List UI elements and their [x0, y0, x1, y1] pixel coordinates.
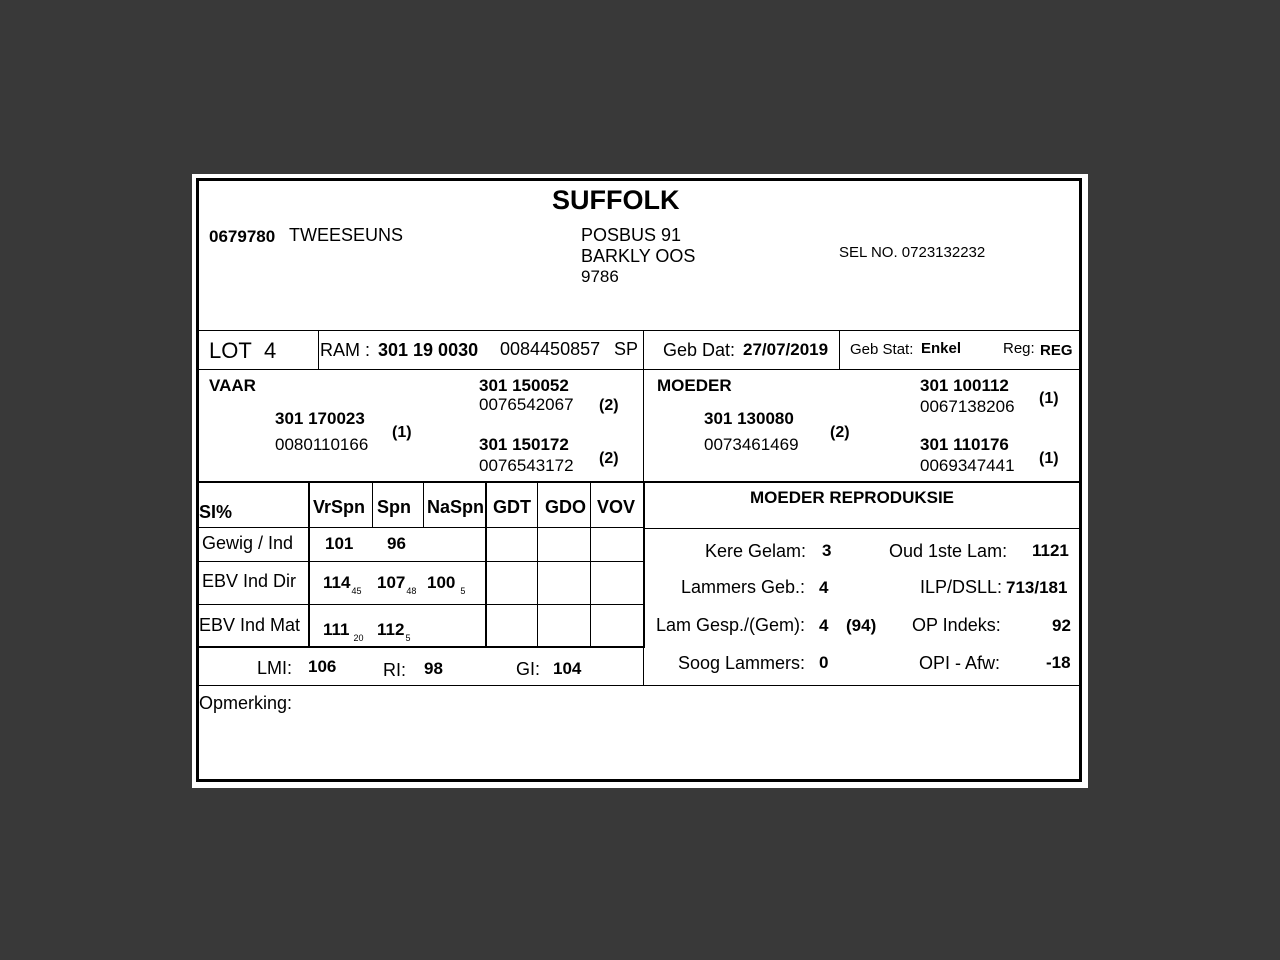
dam-id: 301 130080	[704, 409, 794, 428]
divider	[643, 481, 645, 648]
gi-label: GI:	[516, 659, 541, 679]
sire-sire-number: 0076542067	[479, 395, 574, 414]
remarks-label: Opmerking:	[199, 693, 293, 713]
op-value: 92	[1052, 616, 1071, 635]
accuracy-sub: 45	[351, 586, 362, 596]
breed-title: SUFFOLK	[552, 185, 680, 215]
table-line	[308, 483, 310, 646]
divider	[199, 685, 1079, 686]
dam-dam-grade: (1)	[1039, 450, 1059, 467]
dam-repro-title: MOEDER REPRODUKSIE	[750, 488, 955, 507]
dam-sire-id: 301 100112	[920, 376, 1009, 395]
ri-value: 98	[424, 659, 443, 678]
table-cell: 111 $_{20}$	[323, 620, 364, 643]
table-line	[423, 483, 424, 528]
reg-label: Reg:	[1003, 340, 1035, 357]
opi-label: OPI - Afw:	[919, 653, 1001, 673]
birth-status: Enkel	[921, 340, 962, 357]
lmi-value: 106	[308, 657, 337, 676]
ram-id: 301 19 0030	[378, 340, 479, 360]
table-header-vov: VOV	[597, 497, 636, 517]
ram-suffix: SP	[614, 339, 639, 359]
ram-label: RAM :	[320, 340, 371, 360]
birth-date: 27/07/2019	[743, 340, 829, 359]
birth-date-label: Geb Dat:	[663, 340, 736, 360]
table-line	[199, 604, 643, 605]
divider	[839, 330, 840, 369]
table-row-label: EBV Ind Mat	[199, 615, 301, 635]
oud-value: 1121	[1032, 541, 1069, 560]
table-cell: 100 $_5$	[427, 573, 466, 596]
owner-name: TWEESEUNS	[289, 225, 404, 245]
table-line	[199, 527, 643, 528]
table-line	[199, 561, 643, 562]
dam-dam-number: 0069347441	[920, 456, 1015, 475]
divider	[199, 481, 1079, 483]
opi-value: -18	[1046, 653, 1071, 672]
accuracy-sub: 48	[406, 586, 417, 596]
table-header-gdo: GDO	[545, 497, 587, 517]
kere-gelam-label: Kere Gelam:	[705, 541, 807, 561]
sire-id: 301 170023	[275, 409, 365, 428]
ilp-value: 713/181	[1006, 578, 1068, 597]
owner-code: 0679780	[209, 227, 276, 246]
table-header-si: SI%	[199, 502, 233, 522]
divider	[199, 369, 1079, 370]
lam-gesp-average: (94)	[846, 616, 877, 635]
divider	[199, 330, 1079, 331]
lot-label: LOT 4	[209, 338, 277, 363]
dam-sire-number: 0067138206	[920, 397, 1015, 416]
divider	[643, 528, 1079, 529]
sire-dam-grade: (2)	[599, 450, 619, 467]
sire-label: VAAR	[209, 376, 256, 395]
accuracy-sub: 5	[460, 586, 466, 596]
table-cell: $114_{45}$	[323, 573, 362, 596]
table-header-naspn: NaSpn	[427, 497, 485, 517]
lam-gesp-value: 4	[819, 616, 829, 635]
table-row-label: EBV Ind Dir	[202, 571, 297, 591]
lammers-geb-label: Lammers Geb.:	[681, 577, 806, 597]
address-line-1: POSBUS 91	[581, 225, 682, 245]
gi-value: 104	[553, 659, 582, 678]
soog-value: 0	[819, 653, 829, 672]
dam-grade: (2)	[830, 424, 850, 441]
sire-dam-number: 0076543172	[479, 456, 574, 475]
dam-sire-grade: (1)	[1039, 390, 1059, 407]
sire-dam-id: 301 150172	[479, 435, 569, 454]
table-header-vrspn: VrSpn	[313, 497, 366, 517]
ilp-label: ILP/DSLL:	[920, 577, 1003, 597]
oud-label: Oud 1ste Lam:	[889, 541, 1008, 561]
table-line	[537, 483, 538, 646]
lmi-label: LMI:	[257, 658, 293, 678]
table-cell: $107_{48}$	[377, 573, 417, 596]
op-label: OP Indeks:	[912, 615, 1001, 635]
table-header-spn: Spn	[377, 497, 411, 517]
dam-number: 0073461469	[704, 435, 799, 454]
phone-number: SEL NO. 0723132232	[839, 244, 986, 261]
card-border	[196, 178, 1082, 782]
table-row-label: Gewig / Ind	[202, 533, 294, 553]
accuracy-sub: 5	[405, 633, 411, 643]
accuracy-sub: 20	[353, 633, 364, 643]
divider	[318, 330, 319, 369]
sire-sire-grade: (2)	[599, 397, 619, 414]
ram-extra-number: 0084450857	[500, 339, 601, 359]
ri-label: RI:	[383, 660, 407, 680]
sire-number: 0080110166	[275, 435, 369, 454]
table-line	[590, 483, 591, 646]
reg-value: REG	[1040, 342, 1073, 359]
table-cell: 96	[387, 534, 406, 553]
sire-sire-id: 301 150052	[479, 376, 569, 395]
dam-label: MOEDER	[657, 376, 732, 395]
table-line	[199, 646, 645, 648]
table-cell: $112_5$	[377, 620, 411, 643]
address-line-2: BARKLY OOS	[581, 246, 696, 266]
sire-grade: (1)	[392, 424, 412, 441]
birth-status-label: Geb Stat:	[850, 341, 914, 358]
dam-dam-id: 301 110176	[920, 435, 1009, 454]
table-cell: 101	[325, 534, 354, 553]
address-postal-code: 9786	[581, 267, 619, 286]
table-header-gdt: GDT	[493, 497, 531, 517]
kere-gelam-value: 3	[822, 541, 832, 560]
lam-gesp-label: Lam Gesp./(Gem):	[656, 615, 806, 635]
soog-label: Soog Lammers:	[678, 653, 806, 673]
lot-number: 4	[264, 338, 277, 363]
table-line	[372, 483, 373, 528]
lammers-geb-value: 4	[819, 578, 829, 597]
table-line	[485, 483, 487, 646]
